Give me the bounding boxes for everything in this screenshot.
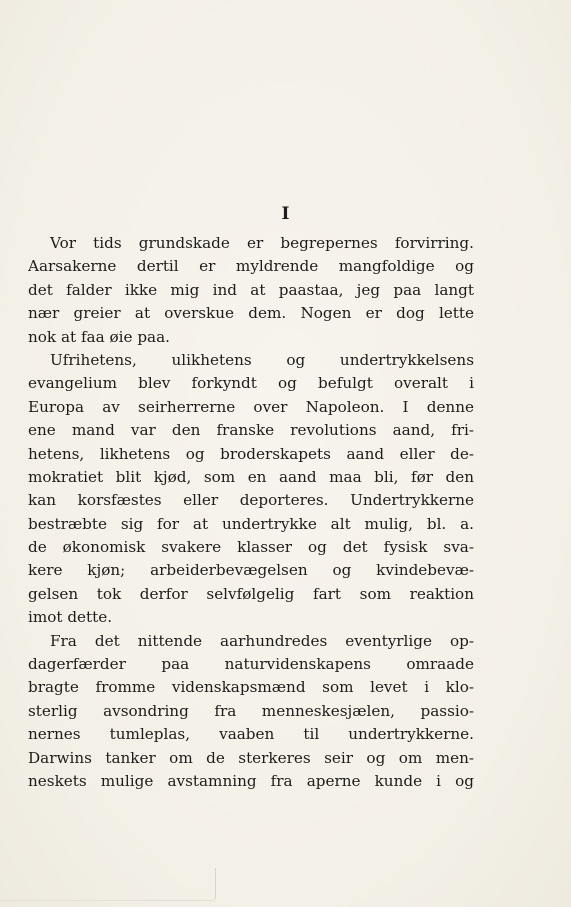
text-line: nernes tumleplas, vaaben til undertrykkerne. (28, 725, 474, 744)
chapter-number: I (281, 204, 290, 224)
text-line: bragte fromme videnskapsmænd som levet i klo- (28, 678, 474, 697)
text-line: Ufrihetens, ulikhetens og undertrykkelsens (50, 350, 474, 369)
text-line: kan korsfæstes eller deporteres. Undertrykkerne (28, 491, 474, 510)
page-edge-mark (0, 868, 216, 901)
text-line: ene mand var den franske revolutions aand, fri- (28, 421, 474, 440)
text-line: det falder ikke mig ind at paastaa, jeg paa langt (28, 280, 474, 299)
text-line: kere kjøn; arbeiderbevægelsen og kvindebevæ- (28, 561, 474, 580)
text-line: nok at faa øie paa. (28, 327, 170, 346)
text-line: Fra det nittende aarhundredes eventyrlige op- (50, 631, 474, 650)
text-line: sterlig avsondring fra menneskesjælen, passio- (28, 701, 474, 720)
text-line: Aarsakerne dertil er myldrende mangfoldige og (28, 257, 474, 276)
text-line: Europa av seirherrerne over Napoleon. I denne (28, 397, 474, 416)
text-line: imot dette. (28, 608, 113, 627)
text-line: gelsen tok derfor selvfølgelig fart som reaktion (28, 584, 474, 603)
text-line: hetens, likhetens og broderskapets aand eller de- (28, 444, 474, 463)
text-line: de økonomisk svakere klasser og det fysisk sva- (28, 538, 474, 557)
body-text (28, 232, 474, 793)
text-line: mokratiet blit kjød, som en aand maa bli, før den (28, 467, 474, 486)
text-line: bestræbte sig for at undertrykke alt mulig, bl. a. (28, 514, 474, 533)
text-line: Darwins tanker om de sterkeres seir og om men- (28, 748, 474, 767)
text-line: nær greier at overskue dem. Nogen er dog lette (28, 304, 474, 323)
text-line: neskets mulige avstamning fra aperne kunde i og (28, 771, 474, 790)
text-line: dagerfærder paa naturvidenskapens omraade (28, 655, 474, 674)
text-line: evangelium blev forkyndt og befulgt overalt i (28, 374, 474, 393)
text-line: Vor tids grundskade er begrepernes forvirring. (50, 234, 474, 252)
